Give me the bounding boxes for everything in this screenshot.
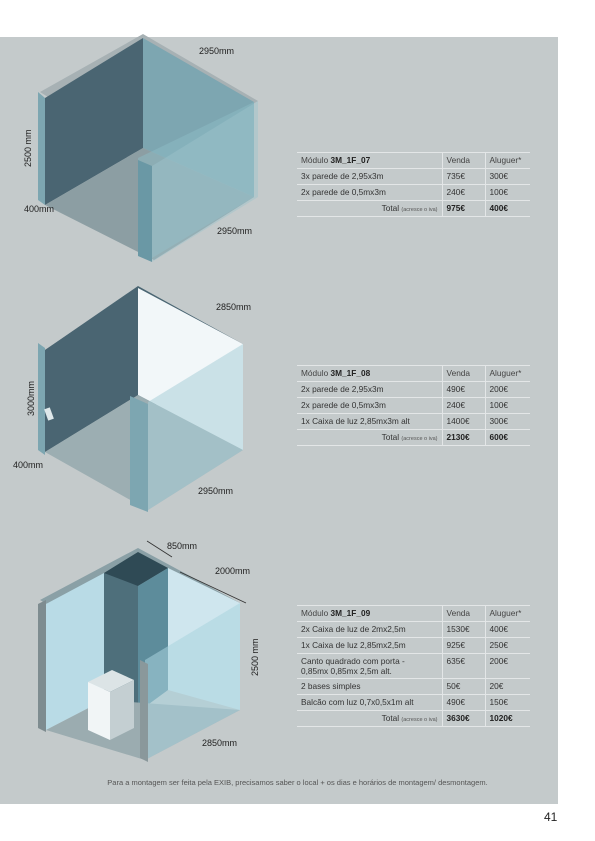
item-rent: 250€: [485, 638, 530, 654]
booth-1-front-post: [138, 160, 152, 262]
booth-1-dim-depth: 400mm: [24, 204, 55, 214]
item-rent: 100€: [485, 185, 530, 201]
item-rent: 20€: [485, 679, 530, 695]
total-row: [297, 430, 530, 446]
booth-2-dim-top: 2850mm: [216, 302, 252, 312]
total-label: Total (acresce o iva): [297, 711, 442, 727]
total-sale: 2130€: [442, 430, 485, 446]
table-row: [297, 622, 530, 638]
table-row: [297, 695, 530, 711]
item-sale: 635€: [442, 654, 485, 679]
table-row: [297, 398, 530, 414]
table-header: [297, 153, 530, 169]
assembly-note: Para a montagem ser feita pela EXIB, precisamos saber o local + os dias e horários de montagem/ desmontagem.: [107, 778, 488, 787]
booth-2-front-post: [130, 396, 148, 512]
item-rent: 300€: [485, 414, 530, 430]
item-sale: 240€: [442, 398, 485, 414]
item-rent: 200€: [485, 382, 530, 398]
booth-3-counter-front: [88, 682, 110, 740]
total-sale: 975€: [442, 201, 485, 217]
table-header: [297, 366, 530, 382]
price-table-2: [297, 365, 530, 446]
booth-2-dim-depth: 400mm: [13, 460, 44, 470]
item-sale: 735€: [442, 169, 485, 185]
item-desc: 2x parede de 2,95x3m: [297, 382, 442, 398]
price-table-3: [297, 605, 530, 727]
sale-header: Venda: [442, 606, 485, 622]
item-desc: 2x parede de 0,5mx3m: [297, 185, 442, 201]
item-sale: 1400€: [442, 414, 485, 430]
total-row: [297, 201, 530, 217]
booth-1-left-post: [38, 92, 45, 205]
booth-3-dim-height: 2500 mm: [250, 638, 260, 676]
table-header: [297, 606, 530, 622]
price-table-1: [297, 152, 530, 217]
rent-header: Aluguer*: [485, 366, 530, 382]
booth-3-front-post: [140, 660, 148, 762]
item-desc: Balcão com luz 0,7x0,5x1m alt: [297, 695, 442, 711]
item-rent: 100€: [485, 398, 530, 414]
sale-header: Venda: [442, 153, 485, 169]
rent-header: Aluguer*: [485, 606, 530, 622]
item-rent: 200€: [485, 654, 530, 679]
total-sale: 3630€: [442, 711, 485, 727]
item-rent: 300€: [485, 169, 530, 185]
table-row: [297, 638, 530, 654]
rent-header: Aluguer*: [485, 153, 530, 169]
item-sale: 50€: [442, 679, 485, 695]
booth-3-dim-top: 2000mm: [215, 566, 251, 576]
item-desc: 1x Caixa de luz 2,85mx3m alt: [297, 414, 442, 430]
item-desc: Canto quadrado com porta - 0,85mx 0,85mx 2,5m alt.: [297, 654, 442, 679]
table-row: [297, 169, 530, 185]
booth-3-dim-bottom: 2850mm: [202, 738, 238, 748]
booth-3-dim-top-small: 850mm: [167, 541, 198, 551]
booth-2-left-post: [38, 343, 45, 455]
booth-2-dim-height: 3000mm: [26, 380, 36, 416]
table-row: [297, 679, 530, 695]
item-desc: 3x parede de 2,95x3m: [297, 169, 442, 185]
total-label: Total (acresce o iva): [297, 201, 442, 217]
item-sale: 925€: [442, 638, 485, 654]
item-desc: 2x Caixa de luz de 2mx2,5m: [297, 622, 442, 638]
item-rent: 400€: [485, 622, 530, 638]
module-title: Módulo 3M_1F_07: [297, 153, 442, 169]
total-rent: 1020€: [485, 711, 530, 727]
item-desc: 2x parede de 0,5mx3m: [297, 398, 442, 414]
item-sale: 490€: [442, 695, 485, 711]
module-title: Módulo 3M_1F_08: [297, 366, 442, 382]
booth-2-dim-bottom: 2950mm: [198, 486, 234, 496]
page-number: 41: [544, 810, 558, 824]
item-sale: 1530€: [442, 622, 485, 638]
booth-1-dim-top: 2950mm: [199, 46, 235, 56]
booth-1-dim-height: 2500 mm: [23, 129, 33, 167]
item-rent: 150€: [485, 695, 530, 711]
item-sale: 490€: [442, 382, 485, 398]
table-row: [297, 382, 530, 398]
table-row: [297, 414, 530, 430]
total-row: [297, 711, 530, 727]
booth-1-dim-bottom: 2950mm: [217, 226, 253, 236]
booth-2-illustration: [38, 286, 243, 512]
total-rent: 400€: [485, 201, 530, 217]
total-label: Total (acresce o iva): [297, 430, 442, 446]
total-rent: 600€: [485, 430, 530, 446]
item-desc: 2 bases simples: [297, 679, 442, 695]
booth-3-left-post: [38, 600, 46, 732]
sale-header: Venda: [442, 366, 485, 382]
table-row: [297, 185, 530, 201]
item-sale: 240€: [442, 185, 485, 201]
module-title: Módulo 3M_1F_09: [297, 606, 442, 622]
table-row: [297, 654, 530, 679]
item-desc: 1x Caixa de luz 2,85mx2,5m: [297, 638, 442, 654]
